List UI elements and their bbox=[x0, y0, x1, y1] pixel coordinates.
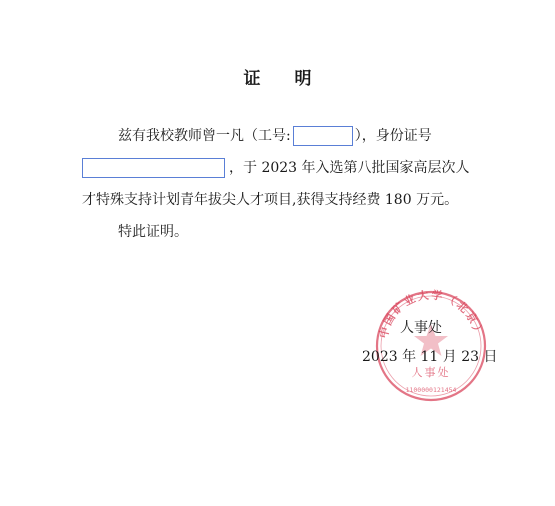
redacted-id-number bbox=[82, 158, 225, 178]
svg-text:1100000121454: 1100000121454 bbox=[405, 386, 457, 394]
svg-text:人事处: 人事处 bbox=[411, 366, 451, 379]
closing-line: 特此证明。 bbox=[118, 224, 188, 240]
body-line-2 bbox=[82, 158, 470, 178]
redacted-employee-id bbox=[293, 126, 353, 146]
line-1-prefix: 兹有我校教师曾一凡（工号: bbox=[118, 128, 291, 144]
issuing-department: 人事处 bbox=[400, 320, 442, 336]
svg-text:中国矿业大学（北京）: 中国矿业大学（北京） bbox=[376, 288, 486, 340]
body-line-3: 才特殊支持计划青年拔尖人才项目,获得支持经费 180 万元。 bbox=[82, 192, 459, 208]
issue-date: 2023 年 11 月 23 日 bbox=[362, 349, 498, 365]
body-line-1 bbox=[118, 126, 432, 146]
line-2-text: ，于 2023 年入选第八批国家高层次人 bbox=[229, 160, 470, 176]
line-1-suffix: ），身份证号 bbox=[354, 128, 432, 144]
page-title: 证 明 bbox=[243, 69, 326, 89]
